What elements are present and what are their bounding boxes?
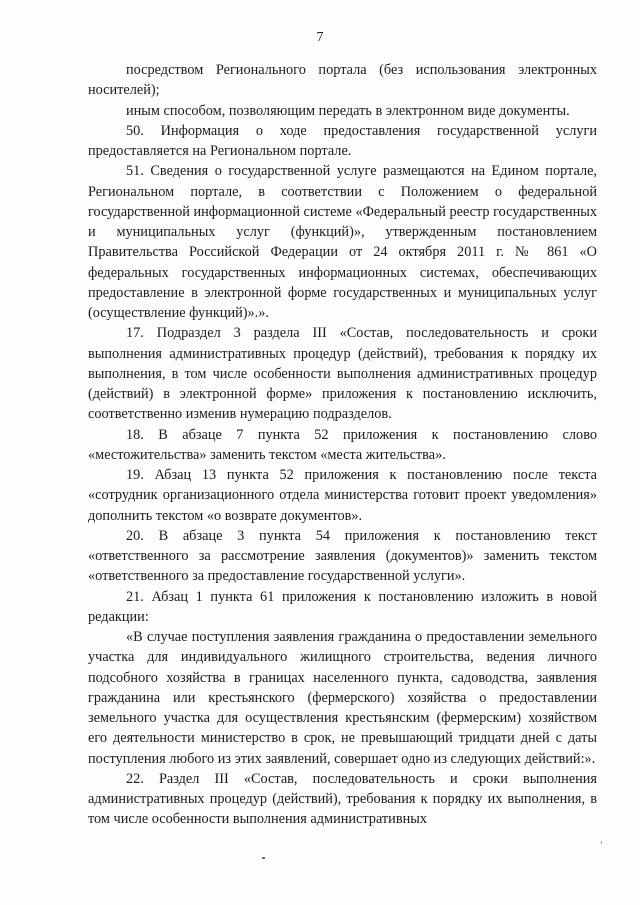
scan-speck	[262, 857, 265, 859]
paragraph-new-wording-quote: «В случае поступления заявления гражданина о предоставлении земельного участка для индивидуального жилищного строительства, ведения личного подсобного хозяйства в границах населенного пункта, садоводства, заявления гражданина или крестьянского (фермерского) хозяйства о предоставлении земельного участка для осуществления крестьянским (фермерским) хозяйством его деятельности министерство в срок, не превышающий тридцати дней с даты поступления любого из этих заявлений, совершает одно из следующих действий:».	[88, 629, 597, 767]
paragraph-amendment-19: 19. Абзац 13 пункта 52 приложения к постановлению после текста «сотрудник организационного отдела министерства готовит проект уведомления» дополнить текстом «о возврате документов».	[88, 467, 597, 524]
paragraph-amendment-22: 22. Раздел III «Состав, последовательность и сроки выполнения административных процедур (действий), требования к порядку их выполнения, в том числе особенности выполнения административных	[88, 770, 597, 828]
document-body	[88, 60, 597, 830]
paragraph-amendment-21: 21. Абзац 1 пункта 61 приложения к постановлению изложить в новой редакции:	[88, 588, 597, 625]
paragraph-amendment-20: 20. В абзаце 3 пункта 54 приложения к постановлению текст «ответственного за рассмотрение заявления (документов)» заменить текстом «ответственного за предоставление государственной услуги».	[88, 527, 597, 585]
paragraph-other-method: иным способом, позволяющим передать в электронном виде документы.	[126, 102, 570, 119]
paragraph-item-51: 51. Сведения о государственной услуге размещаются на Едином портале, Региональном портале, в соответствии с Положением о федеральной государственной информационной системе «Федеральный реестр государственных и муниципальных услуг (функций)», утвержденным постановлением Правительства Российской Федерации от 24 октября 2011 г. № 861 «О федеральных государственных информационных системах, обеспечивающих предоставление в электронной форме государственных и муниципальных услуг (осуществление функций)».».	[88, 163, 597, 321]
page-number: 7	[316, 30, 324, 45]
paragraph-amendment-18: 18. В абзаце 7 пункта 52 приложения к постановлению слово «местожительства» заменить текстом «места жительства».	[88, 426, 597, 463]
paragraph-amendment-17: 17. Подраздел 3 раздела III «Состав, последовательность и сроки выполнения административных процедур (действий), требования к порядку их выполнения, в том числе особенности выполнения административных процедур (действий) в электронной форме» приложения к постановлению исключить, соответственно изменив нумерацию подразделов.	[88, 325, 597, 423]
paragraph-portal-submission: посредством Регионального портала (без использования электронных носителей);	[88, 62, 597, 99]
scan-speck	[601, 841, 602, 844]
paragraph-item-50: 50. Информация о ходе предоставления государственной услуги предоставляется на Региональном портале.	[88, 122, 597, 159]
